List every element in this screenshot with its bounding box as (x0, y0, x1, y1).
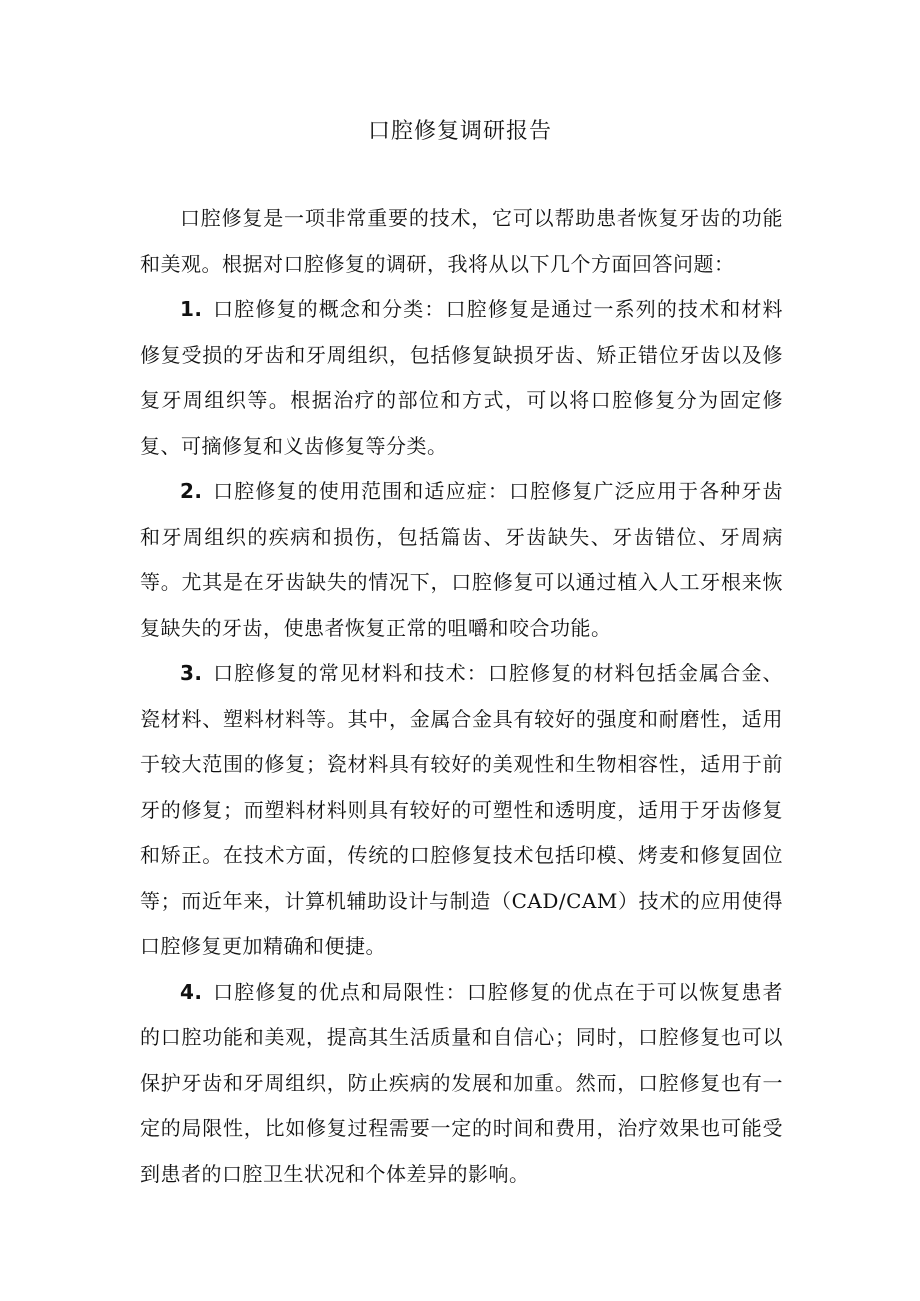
section-number: 4. (180, 979, 203, 1004)
section-text: 口腔修复的常见材料和技术：口腔修复的材料包括金属合金、瓷材料、塑料材料等。其中，金属合金具有较好的强度和耐磨性，适用于较大范围的修复；瓷材料具有较好的美观性和生物相容性，适用于前牙的修复；而塑料材料则具有较好的可塑性和透明度，适用于牙齿修复和矫正。在技术方面，传统的口腔修复技术包括印模、烤麦和修复固位等；而近年来，计算机辅助设计与制造（CAD/CAM）技术的应用使得口腔修复更加精确和便捷。 (140, 661, 783, 958)
intro-paragraph: 口腔修复是一项非常重要的技术，它可以帮助患者恢复牙齿的功能和美观。根据对口腔修复的调研，我将从以下几个方面回答问题： (140, 206, 783, 276)
section-text: 口腔修复的概念和分类：口腔修复是通过一系列的技术和材料修复受损的牙齿和牙周组织，包括修复缺损牙齿、矫正错位牙齿以及修复牙周组织等。根据治疗的部位和方式，可以将口腔修复分为固定修复、可摘修复和义齿修复等分类。 (140, 297, 783, 458)
section-text: 口腔修复的使用范围和适应症：口腔修复广泛应用于各种牙齿和牙周组织的疾病和损伤，包括篇齿、牙齿缺失、牙齿错位、牙周病等。尤其是在牙齿缺失的情况下，口腔修复可以通过植入人工牙根来恢复缺失的牙齿，使患者恢复正常的咀嚼和咬合功能。 (140, 479, 783, 640)
section-number: 2. (180, 479, 203, 503)
section-paragraph-1 (140, 287, 783, 469)
section-paragraph-2 (140, 469, 783, 651)
section-number: 1. (180, 297, 203, 321)
section-paragraph-3 (140, 651, 783, 970)
section-text: 口腔修复的优点和局限性：口腔修复的优点在于可以恢复患者的口腔功能和美观，提高其生活质量和自信心；同时，口腔修复也可以保护牙齿和牙周组织，防止疾病的发展和加重。然而，口腔修复也有一定的局限性，比如修复过程需要一定的时间和费用，治疗效果也可能受到患者的口腔卫生状况和个体差异的影响。 (140, 979, 783, 1186)
document-title: 口腔修复调研报告 (367, 119, 552, 144)
document-body (140, 196, 783, 1197)
section-paragraph-4 (140, 970, 783, 1198)
section-number: 3. (180, 661, 203, 685)
